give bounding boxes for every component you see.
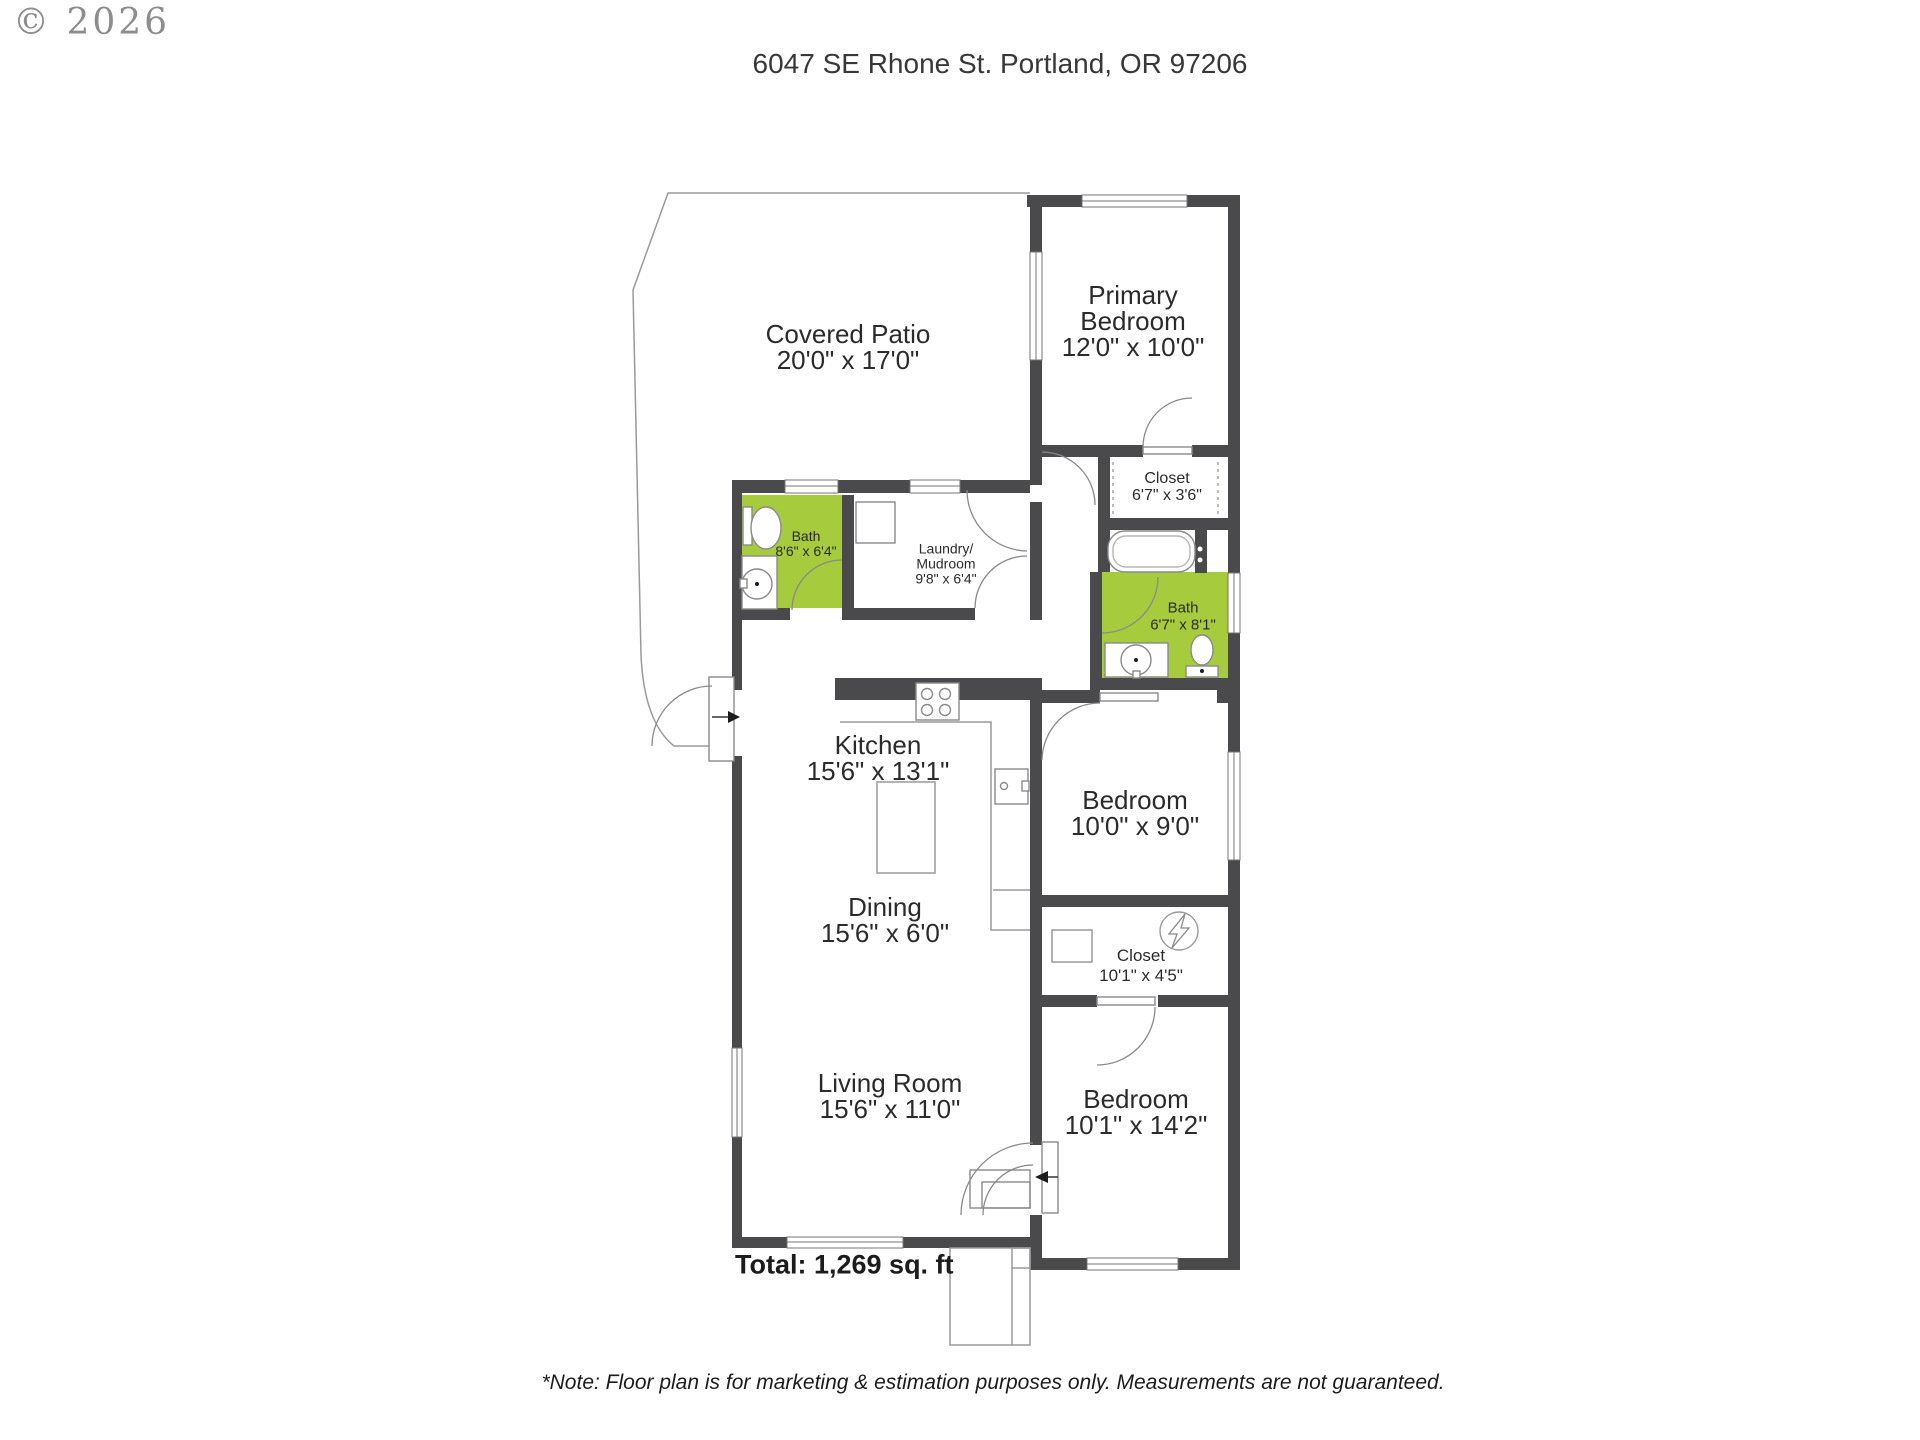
room-name: Dining — [848, 892, 922, 922]
laundry-lower-door-arc — [975, 556, 1027, 608]
room-label-dining — [821, 894, 949, 946]
bedroom1-door-arc — [1042, 703, 1100, 760]
bedroom2-door-leaf — [1097, 997, 1155, 1005]
room-name: Bedroom — [1082, 785, 1188, 815]
room-dims: 6'7" x 8'1" — [1150, 616, 1216, 633]
stove — [916, 683, 959, 720]
front-door-leaf-inner — [982, 1182, 1030, 1208]
patio-door-arc — [652, 686, 712, 746]
room-name: Closet — [1116, 946, 1166, 965]
room-label-bath-1 — [775, 529, 836, 559]
total-area-text: Total: 1,269 sq. ft — [735, 1249, 954, 1280]
closet2-cabinet — [1052, 930, 1092, 962]
closet1-door-arc — [1143, 398, 1192, 447]
room-label-closet-2 — [1099, 946, 1183, 986]
room-name-line1: Laundry/ — [918, 540, 974, 557]
bedroom1-door-leaf — [1100, 693, 1158, 701]
room-label-covered-patio — [766, 321, 931, 373]
room-name: Primary Bedroom — [1080, 280, 1186, 336]
room-name: Bath — [791, 528, 821, 544]
room-dims: 20'0" x 17'0" — [776, 345, 920, 375]
bath2-sink — [1105, 643, 1168, 678]
address-title: 6047 SE Rhone St. Portland, OR 97206 — [752, 48, 1248, 79]
electrical-panel-icon — [1160, 912, 1198, 950]
kitchen-sink — [995, 769, 1029, 804]
bedroom2-door-arc — [1097, 1007, 1155, 1065]
room-label-bath-2 — [1150, 601, 1216, 634]
room-dims: 15'6" x 13'1" — [806, 756, 950, 786]
room-label-primary-bedroom — [1058, 282, 1208, 360]
room-dims: 6'7" x 3'6" — [1132, 487, 1202, 504]
room-dims: 15'6" x 11'0" — [819, 1094, 961, 1124]
primary-bedroom-door-arc — [1042, 452, 1095, 505]
room-name: Bath — [1167, 599, 1199, 617]
disclaimer-note: *Note: Floor plan is for marketing & estimation purposes only. Measurements are not guaranteed. — [541, 1371, 1445, 1394]
room-dims: 15'6" x 6'0" — [820, 918, 950, 948]
room-label-bedroom-2 — [1065, 1086, 1208, 1138]
room-dims: 10'1" x 14'2" — [1064, 1110, 1208, 1140]
room-name: Bedroom — [1083, 1084, 1189, 1114]
room-dims: 10'0" x 9'0" — [1070, 811, 1200, 841]
room-label-laundry-mudroom — [915, 542, 976, 587]
room-dims: 12'0" x 10'0" — [1061, 332, 1205, 362]
room-dims: 8'6" x 6'4" — [775, 543, 837, 559]
room-dims: 9'8" x 6'4" — [915, 570, 977, 587]
covered-patio-outline — [633, 193, 1030, 746]
room-dims: 10'1" x 4'5" — [1099, 966, 1183, 985]
bathtub — [1108, 531, 1203, 572]
front-steps — [950, 1248, 1030, 1345]
front-door-leaf-outer — [970, 1170, 1030, 1208]
front-door-arc-outer — [961, 1143, 1033, 1215]
room-label-kitchen — [807, 732, 950, 784]
room-name: Covered Patio — [765, 319, 931, 349]
washer-dryer — [856, 502, 895, 543]
room-label-living-room — [818, 1070, 963, 1122]
room-label-bedroom-1 — [1071, 787, 1199, 839]
kitchen-island — [877, 782, 935, 873]
room-name-line2: Mudroom — [916, 555, 976, 572]
room-name: Living Room — [817, 1068, 963, 1098]
room-name: Kitchen — [834, 730, 922, 760]
room-label-closet-1 — [1132, 470, 1202, 504]
closet1-door-leaf — [1143, 447, 1192, 454]
copyright-watermark: © 2026 — [13, 2, 171, 43]
room-name: Closet — [1144, 470, 1190, 487]
bath1-sink — [740, 556, 777, 609]
